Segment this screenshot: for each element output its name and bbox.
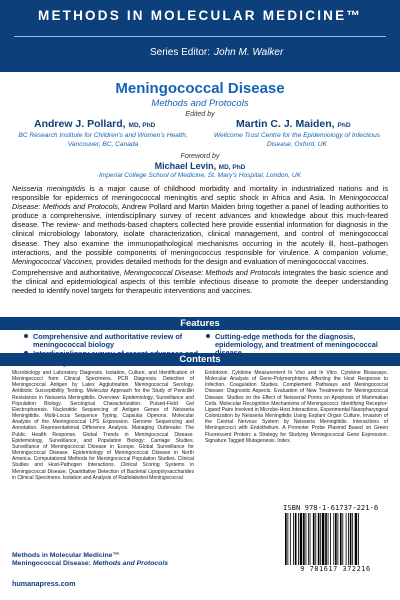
desc-italic: Neisseria meningitidis bbox=[12, 184, 86, 193]
foreword-name bbox=[0, 161, 400, 171]
editor-name-text: Andrew J. Pollard, bbox=[34, 118, 126, 130]
editor-name-text: Martin C. J. Maiden, bbox=[236, 118, 335, 130]
footer-book-subtitle: Methods and Protocols bbox=[92, 560, 168, 567]
series-divider bbox=[14, 36, 386, 37]
desc-text: Andrew Pollard and Martin Maiden bring together a panel of leading authorities to produce a comprehensive, interdisciplinary survey of recent advances and knowledge about this much-feared disease. The review- and methods-based chapters collected here provide essential information for diagnosis in the clinical microbiology laboratory, isolate characterization, clinical management, and control of meningococcal disease. They also examine the immunopathological mechanisms occurring in the acutely ill, host–pathogen interactions, and the possible components of meningococcus responsible for virulence. A companion volume, bbox=[12, 202, 389, 257]
affiliation-line: Vancouver, BC, Canada bbox=[67, 140, 139, 148]
contents-column-left: Microbiology and Laboratory Diagnosis. Isolation, Culture, and Identification of Meningococci from Clinical Specimens. PCR Diagnosis. Detection of Meningococcal Antigen by Latex Agglutination. Meningococcal Serology. Antibiotic Susceptibility Testing. Molecular Approach for the Study of Penicillin Resistance in Neisseria Meningitidis. Overview: Epidemiology, Surveillance and Population Biology. Serological Characterization. Pulsed-Field Gel Electrophoresis. Nucleotide Sequencing of Antigen Genes of Neisseria Meningitidis. Multi-Locus Sequence Typing. Capsular Operons. Molecular Analysis of the Meningococcal LPS Expression. Genome Sequencing and Annotation. Representational Difference Analysis. Managing Outbreaks: The Public Health Response. Global Trends in Meningococcal Disease. Epidemiology, Surveillance, and Population Biology: Carriage Studies. Surveillance of Meningococcal Disease in Europe. Global Surveillance for Meningococcal Disease. Epidemiology of Meningococcal Disease in North America. Computational Methods for Meningococcal Population Studies. Clinical Studies and Host-Pathogen Interactions. Clinical Scoring Systems in Meningococcal Disease. Quantitative Detection of Bacterial Lipopolysaccharides in Clinical Specimens. Isolation and Analysis of Radiolabeled Meningococcal bbox=[12, 370, 194, 481]
desc-text: Comprehensive and authoritative, bbox=[12, 268, 124, 277]
foreword-affiliation: Imperial College School of Medicine, St. Mary's Hospital, London, UK bbox=[98, 172, 302, 179]
bullet-icon bbox=[24, 334, 28, 338]
editor-affiliation-maiden bbox=[206, 132, 388, 149]
book-title: Meningococcal Disease bbox=[115, 80, 285, 97]
editor-name-maiden bbox=[236, 118, 351, 130]
footer-series-block bbox=[12, 552, 168, 568]
desc-italic: Meningococcal Vaccines, bbox=[12, 256, 95, 266]
affiliation-line: Wellcome Trust Centre for the Epidemiology of Infectious bbox=[213, 132, 381, 139]
foreword-label: Foreword by bbox=[180, 153, 220, 160]
isbn-barcode bbox=[283, 503, 388, 575]
foreword-degrees: MD, PhD bbox=[218, 164, 246, 171]
desc-text: integrates the basic science and the clinical and epidemiological aspects of this terrible infectious disease to promote the deeper understanding needed to identify novel targets for therapeutic interventions and vaccines. bbox=[12, 268, 388, 296]
feature-item bbox=[24, 333, 204, 349]
feature-text: Comprehensive and authoritative review of meningococcal biology bbox=[33, 332, 183, 350]
series-editor-line bbox=[150, 47, 283, 58]
publisher-url[interactable]: humanapress.com bbox=[12, 579, 76, 588]
contents-column-right: Endotoxin. Cytokine Measurement In Vivo and In Vitro. Cytokine Bioassays. Molecular Analysis of Gene-Polymorphisms Affecting the Host Response to Infection. Coagulation Studies. Complement Pathways and Meningococcal Disease: Diagnostic Aspects. Evaluation of New Treatments for Meningococcal Disease. Studies on the Effect of Neisserial Porins on Apoptosis of Mammalian Cells. Molecular Recognition Mechanisms of Meningococci: Identifying Receptor-Ligand Pairs Involved in Microbe-Host Interactions. Experimental Nasopharyngeal Colonization by Neisseria Meningitidis Using Explant Organ Culture. Invasion of the Central Nervous System by Neisseria Meningitidis. Interactions of Meningococci with Endothelium. A Promoter Probe Plasmid Based on Green Fluorescent Protein: a Strategy for Studying Meningococcal Gene Expression. Signature Tagged Mutagenesis. Index. bbox=[205, 370, 388, 444]
affiliation-line: BC Research Institute for Children's and Women's Health, bbox=[18, 132, 188, 139]
footer-series-line: Methods in Molecular Medicine™ bbox=[12, 552, 120, 559]
series-header bbox=[0, 0, 400, 72]
footer-book-title: Meningococcal Disease: bbox=[12, 560, 93, 567]
desc-text: provides detailed methods for the design and evaluation of meningococcal vaccines. bbox=[94, 256, 369, 266]
editor-affiliation-pollard bbox=[14, 132, 192, 149]
isbn-number: ISBN 978-1-61737-221-6 bbox=[283, 503, 379, 512]
editor-degrees: PhD bbox=[337, 122, 351, 129]
series-editor-label: Series Editor: bbox=[150, 47, 211, 58]
series-editor-name: John M. Walker bbox=[214, 47, 284, 58]
contents-heading: Contents bbox=[0, 353, 400, 366]
affiliation-line: Disease, Oxford, UK bbox=[266, 140, 328, 148]
desc-text: is a major cause of childhood morbidity and mortality in industrialized nations and is responsible for epidemics of meningococcal meningitis and septic shock in Africa and Asia. In bbox=[12, 184, 388, 203]
barcode-digits: 9 781617 372216 bbox=[300, 565, 371, 573]
editor-degrees: MD, PhD bbox=[128, 122, 156, 129]
barcode-graphic bbox=[283, 513, 388, 565]
book-subtitle: Methods and Protocols bbox=[151, 98, 249, 109]
editor-name-pollard bbox=[34, 118, 155, 130]
foreword-name-text: Michael Levin, bbox=[154, 161, 217, 171]
feature-text: Cutting-edge methods for the diagnosis, epidemiology, and treatment of meningococcal bbox=[215, 332, 378, 350]
series-title: METHODS IN MOLECULAR MEDICINE™ bbox=[38, 8, 362, 23]
desc-italic: Meningococcal Disease: Methods and Protocols bbox=[123, 268, 281, 277]
footer-book-line bbox=[12, 560, 168, 568]
edited-by-label: Edited by bbox=[185, 111, 215, 118]
features-heading: Features bbox=[0, 317, 400, 330]
desc-italic: Meningococcal Disease: Methods and Protocols, bbox=[12, 193, 388, 212]
bullet-icon bbox=[206, 334, 210, 338]
description-paragraph-1 bbox=[12, 184, 388, 266]
description-paragraph-2 bbox=[12, 268, 388, 295]
